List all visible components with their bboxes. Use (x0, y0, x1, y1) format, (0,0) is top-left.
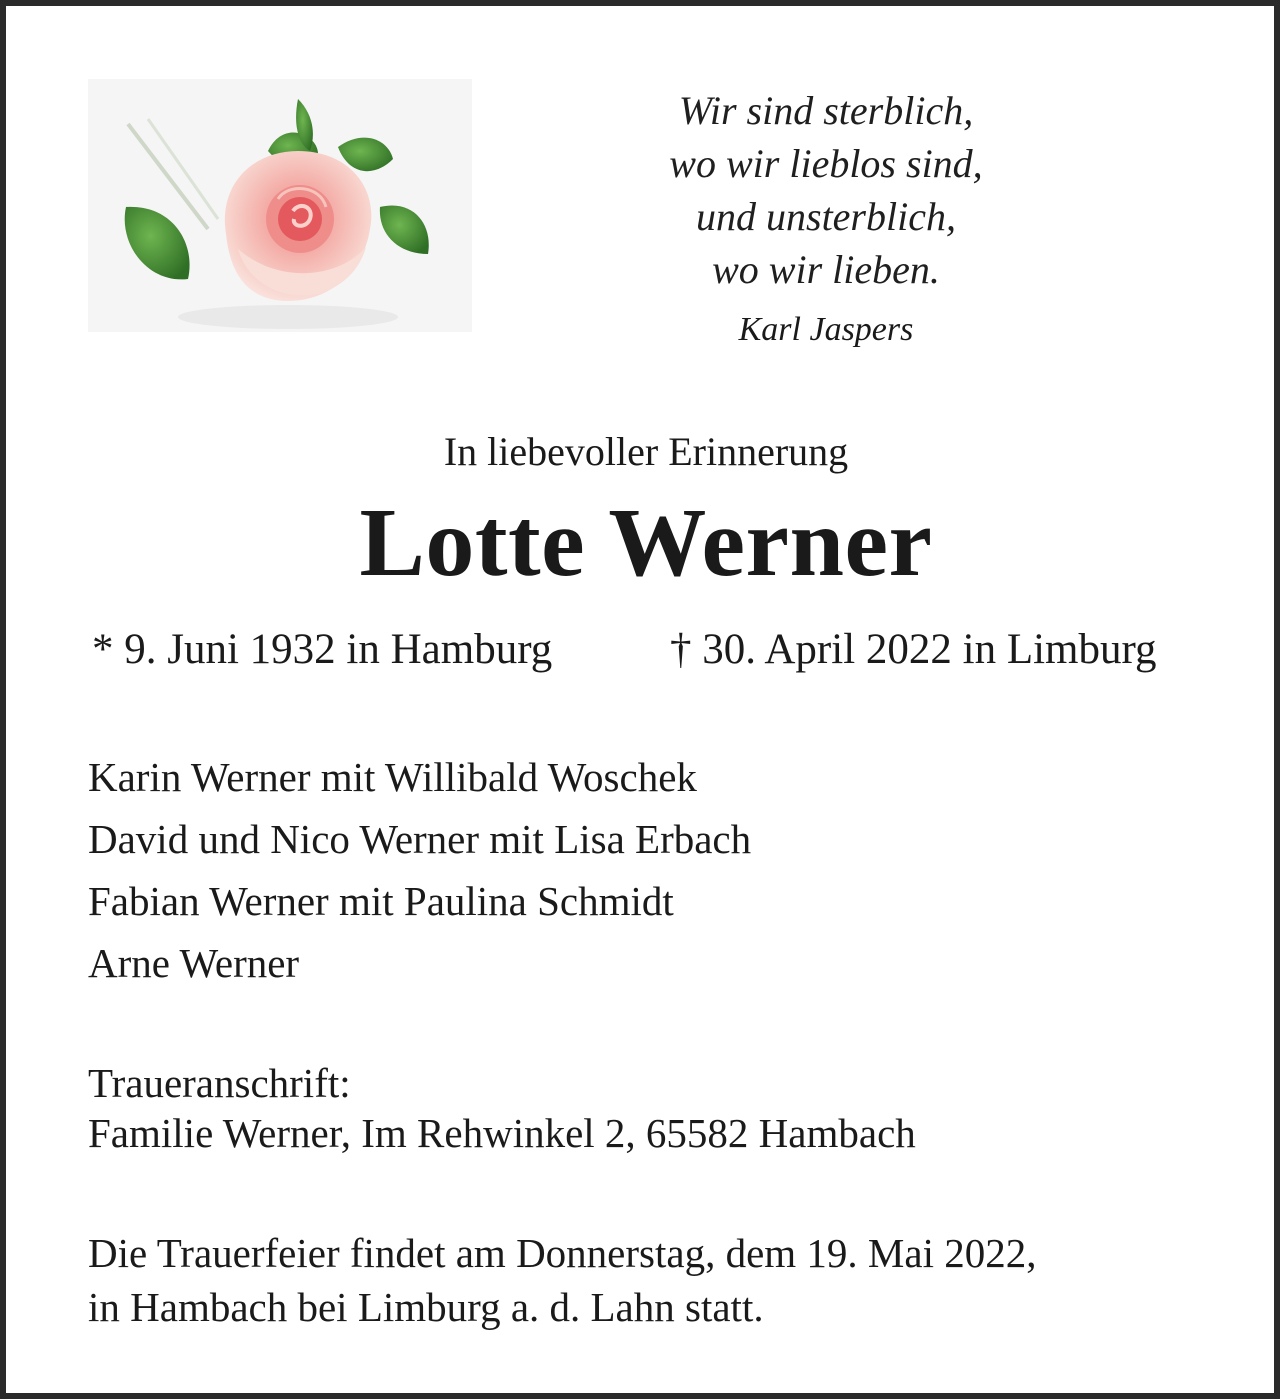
intro-text: In liebevoller Erinnerung (443, 429, 849, 474)
quote-author: Karl Jaspers (738, 311, 914, 348)
deceased-name: Lotte Werner (359, 489, 933, 597)
quote-block (566, 84, 1086, 296)
mourner-item: Karin Werner mit Willibald Woschek (88, 754, 697, 800)
quote-line: Wir sind sterblich, (678, 88, 974, 133)
service-line: in Hambach bei Limburg a. d. Lahn statt. (88, 1284, 764, 1330)
quote-line: und unsterblich, (696, 194, 956, 239)
death-date: † 30. April 2022 in Limburg (670, 626, 1157, 673)
mourner-item: Arne Werner (88, 940, 300, 986)
address-label: Traueranschrift: (88, 1060, 351, 1106)
mourners-list (88, 746, 751, 994)
mourner-item: David und Nico Werner mit Lisa Erbach (88, 816, 752, 862)
service-line: Die Trauerfeier findet am Donnerstag, dem 19. Mai 2022, (88, 1230, 1037, 1276)
rose-icon (88, 79, 472, 332)
mourner-item: Fabian Werner mit Paulina Schmidt (88, 878, 674, 924)
funeral-service-notice (88, 1226, 1036, 1334)
quote-line: wo wir lieblos sind, (669, 141, 983, 186)
mourning-address (88, 1058, 916, 1158)
address-value: Familie Werner, Im Rehwinkel 2, 65582 Hambach (88, 1110, 916, 1156)
birth-date: * 9. Juni 1932 in Hamburg (92, 626, 553, 673)
quote-line: wo wir lieben. (712, 247, 940, 292)
rose-image (88, 79, 472, 332)
